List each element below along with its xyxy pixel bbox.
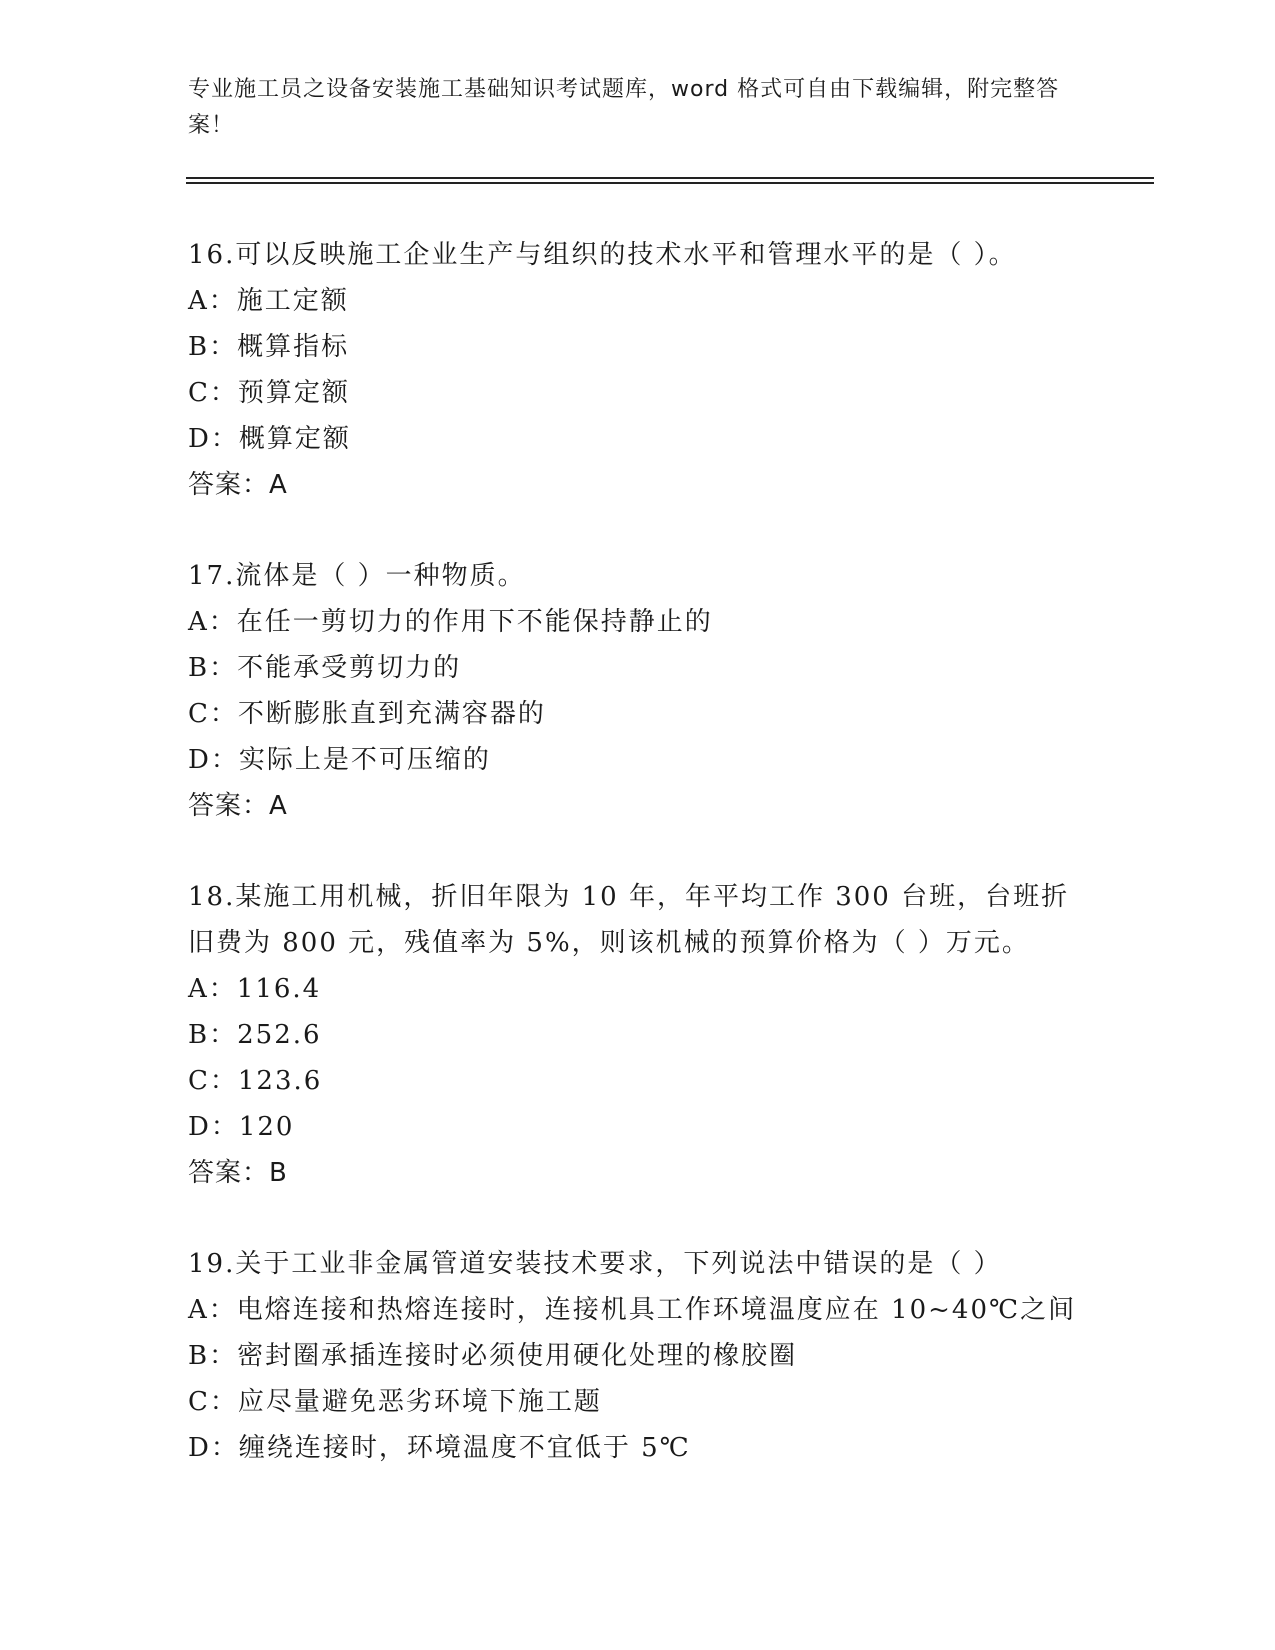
option-c: C：不断膨胀直到充满容器的 — [188, 699, 546, 729]
option-b: B：概算指标 — [188, 332, 350, 362]
question-16 — [188, 232, 1088, 508]
option-b: B：不能承受剪切力的 — [188, 653, 462, 683]
answer: 答案：A — [188, 470, 288, 500]
answer: 答案：A — [188, 791, 288, 821]
option-c: C：预算定额 — [188, 378, 350, 408]
question-stem: 17.流体是（ ）一种物质。 — [188, 561, 526, 591]
option-b: B：252.6 — [188, 1020, 322, 1050]
document-header: 专业施工员之设备安装施工基础知识考试题库，word 格式可自由下载编辑，附完整答案！ — [188, 77, 1060, 138]
question-stem-line-2: 旧费为 800 元，残值率为 5%，则该机械的预算价格为（ ）万元。 — [188, 928, 1030, 958]
question-stem: 19.关于工业非金属管道安装技术要求，下列说法中错误的是（ ） — [188, 1249, 1002, 1279]
question-18 — [188, 874, 1088, 1196]
question-list — [188, 232, 1088, 1516]
question-stem: 16.可以反映施工企业生产与组织的技术水平和管理水平的是（ ）。 — [188, 240, 1017, 270]
option-a: A：电熔连接和热熔连接时，连接机具工作环境温度应在 10~40℃之间 — [188, 1295, 1077, 1325]
answer: 答案：B — [188, 1158, 288, 1188]
option-d: D：缠绕连接时，环境温度不宜低于 5℃ — [188, 1433, 691, 1463]
option-d: D：实际上是不可压缩的 — [188, 745, 491, 775]
question-19 — [188, 1241, 1088, 1471]
header-rule-bottom — [186, 182, 1154, 184]
question-17 — [188, 553, 1088, 829]
option-d: D：概算定额 — [188, 424, 351, 454]
question-stem-line-1: 18.某施工用机械，折旧年限为 10 年，年平均工作 300 台班，台班折 — [188, 882, 1070, 912]
option-a: A：在任一剪切力的作用下不能保持静止的 — [188, 607, 713, 637]
option-c: C：应尽量避免恶劣环境下施工题 — [188, 1387, 602, 1417]
option-a: A：116.4 — [188, 974, 322, 1004]
header-rule-top — [186, 177, 1154, 179]
option-b: B：密封圈承插连接时必须使用硬化处理的橡胶圈 — [188, 1341, 798, 1371]
option-c: C：123.6 — [188, 1066, 323, 1096]
option-a: A：施工定额 — [188, 286, 349, 316]
option-d: D：120 — [188, 1112, 295, 1142]
